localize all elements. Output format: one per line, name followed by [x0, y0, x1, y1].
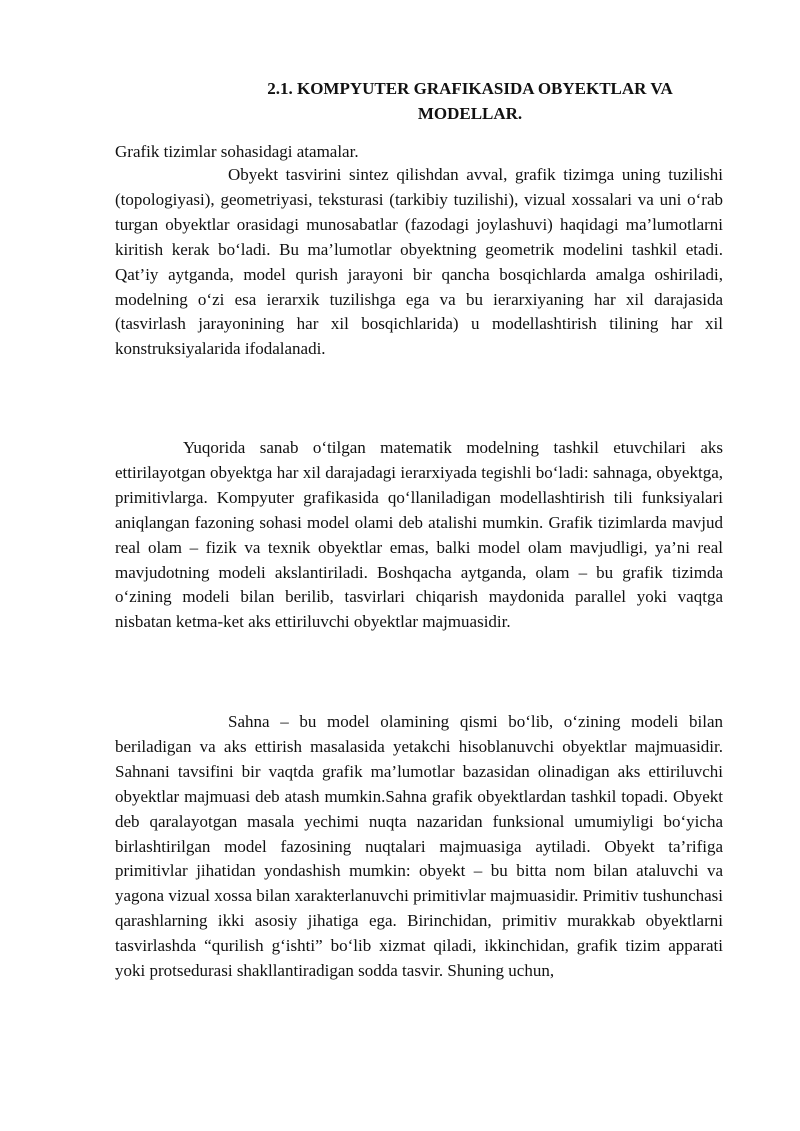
- paragraph-1: Obyekt tasvirini sintez qilishdan avval, grafik tizimga uning tuzilishi (topologiyasi), geometriyasi, teksturasi (tarkibiy tuzilishi), vizual xossalari va uni o‘rab turgan obyektlar orasidagi munosabatlar (fazodagi joylashuvi) haqidagi ma’lumotlarni kiritish kerak bo‘ladi. Bu ma’lumotlar obyektning geometrik modelini tashkil etadi. Qat’iy aytganda, model qurish jarayoni bir qancha bosqichlarda amalga oshiriladi, modelning o‘zi esa ierarxik tuzilishga ega va bu ierarxiyaning har xil darajasida (tasvirlash jarayonining har xil bosqichlarida) u modellashtirish tilining har xil konstruksiyalarida ifodalanadi.: [115, 165, 723, 359]
- paragraph-3: Sahna – bu model olamining qismi bo‘lib, o‘zining modeli bilan beriladigan va aks ettirish masalasida yetakchi hisoblanuvchi obyektlar majmuasidir. Sahnani tavsifini bir vaqtda grafik ma’lumotlar bazasidan olinadigan aks ettiriluvchi obyektlar majmuasi deb atash mumkin.Sahna grafik obyektlardan tashkil topadi. Obyekt deb qaralayotgan masala yechimi nuqta nazaridan funksional umumiyligi bo‘yicha birlashtirilgan model fazosining nuqtalari majmuasiga aytiladi. Obyekt ta’rifiga primitivlar jihatidan yondashish mumkin: obyekt – bu bitta nom bilan ataluvchi va yagona vizual xossa bilan xarakterlanuvchi primitivlar majmuasidir. Primitiv tushunchasi qarashlarning ikki asosiy jihatiga ega. Birinchidan, primitiv murakkab obyektlarni tasvirlashda “qurilish g‘ishti” bo‘lib xizmat qiladi, ikkinchidan, grafik tizim apparati yoki protsedurasi shakllantiradigan sodda tasvir. Shuning uchun,: [115, 712, 723, 981]
- section-title: 2.1. KOMPYUTER GRAFIKASIDA OBYEKTLAR VA MODELLAR.: [267, 79, 673, 123]
- paragraph-2: Yuqorida sanab o‘tilgan matematik modelning tashkil etuvchilari aks ettirilayotgan obyektga har xil darajadagi ierarxiyada tegishli bo‘ladi: sahnaga, obyektga, primitivlarga. Kompyuter grafikasida qo‘llaniladigan modellashtirish tili funksiyalari aniqlangan fazoning sohasi model olami deb atalishi mumkin. Grafik tizimlarda mavjud real olam – fizik va texnik obyektlar emas, balki model olam mavjudligi, ya’ni real mavjudotning modeli akslantiriladi. Boshqacha aytganda, olam – bu grafik tizimda o‘zining modeli bilan berilib, tasvirlari chiqarish maydonida parallel yoki vaqtga nisbatan ketma-ket aks ettiriluvchi obyektlar majmuasidir.: [115, 438, 723, 632]
- section-subtitle: Grafik tizimlar sohasidagi atamalar.: [115, 142, 359, 161]
